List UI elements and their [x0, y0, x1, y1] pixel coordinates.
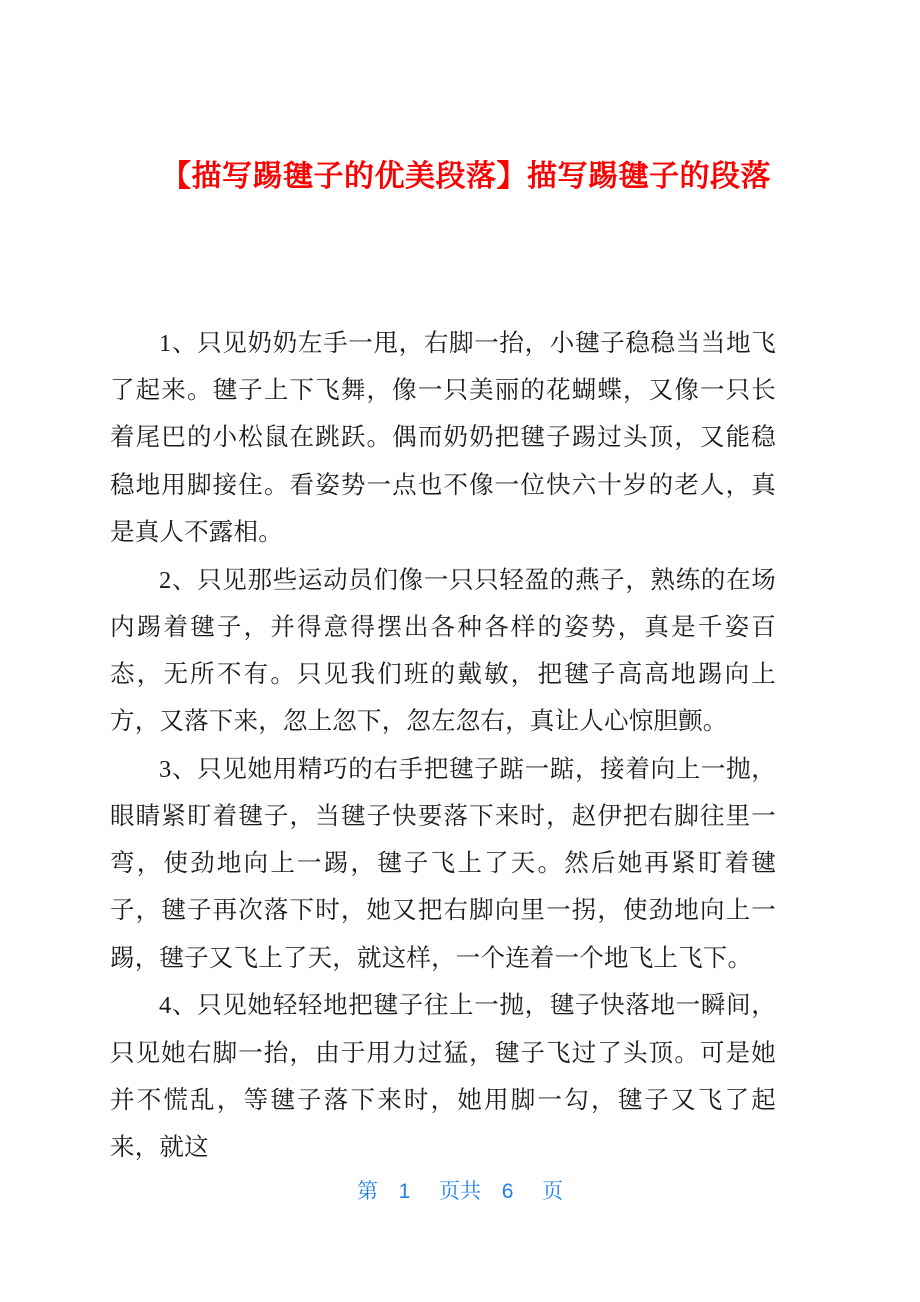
paragraph-4: 4、只见她轻轻地把毽子往上一抛，毽子快落地一瞬间，只见她右脚一抬，由于用力过猛，毽子飞过了头顶。可是她并不慌乱，等毽子落下来时，她用脚一勾，毽子又飞了起来，就这	[110, 992, 776, 1161]
footer-prefix: 第	[356, 1180, 378, 1203]
footer-total-pages: 6	[501, 1180, 514, 1203]
footer-current-page: 1	[398, 1180, 411, 1203]
paragraph-1: 1、只见奶奶左手一甩，右脚一抬，小毽子稳稳当当地飞了起来。毽子上下飞舞，像一只美丽的花蝴蝶，又像一只长着尾巴的小松鼠在跳跃。偶而奶奶把毽子踢过头顶，又能稳稳地用脚接住。看姿势一点也不像一位快六十岁的老人，真是真人不露相。	[110, 330, 776, 546]
footer-suffix: 页	[542, 1180, 564, 1203]
page-footer	[0, 1178, 920, 1206]
footer-middle: 页共	[439, 1180, 481, 1203]
paragraph-2: 2、只见那些运动员们像一只只轻盈的燕子，熟练的在场内踢着毽子，并得意得摆出各种各样的姿势，真是千姿百态，无所不有。只见我们班的戴敏，把毽子高高地踢向上方，又落下来，忽上忽下，忽左忽右，真让人心惊胆颤。	[110, 566, 776, 736]
paragraph-3: 3、只见她用精巧的右手把毽子踮一踮，接着向上一抛，眼睛紧盯着毽子，当毽子快要落下来时，赵伊把右脚往里一弯，使劲地向上一踢，毽子飞上了天。然后她再紧盯着毽子，毽子再次落下时，她又把右脚向里一拐，使劲地向上一踢，毽子又飞上了天，就这样，一个连着一个地飞上飞下。	[110, 755, 776, 972]
document-body	[110, 320, 776, 1172]
page-title: 【描写踢毽子的优美段落】描写踢毽子的段落	[161, 160, 771, 193]
